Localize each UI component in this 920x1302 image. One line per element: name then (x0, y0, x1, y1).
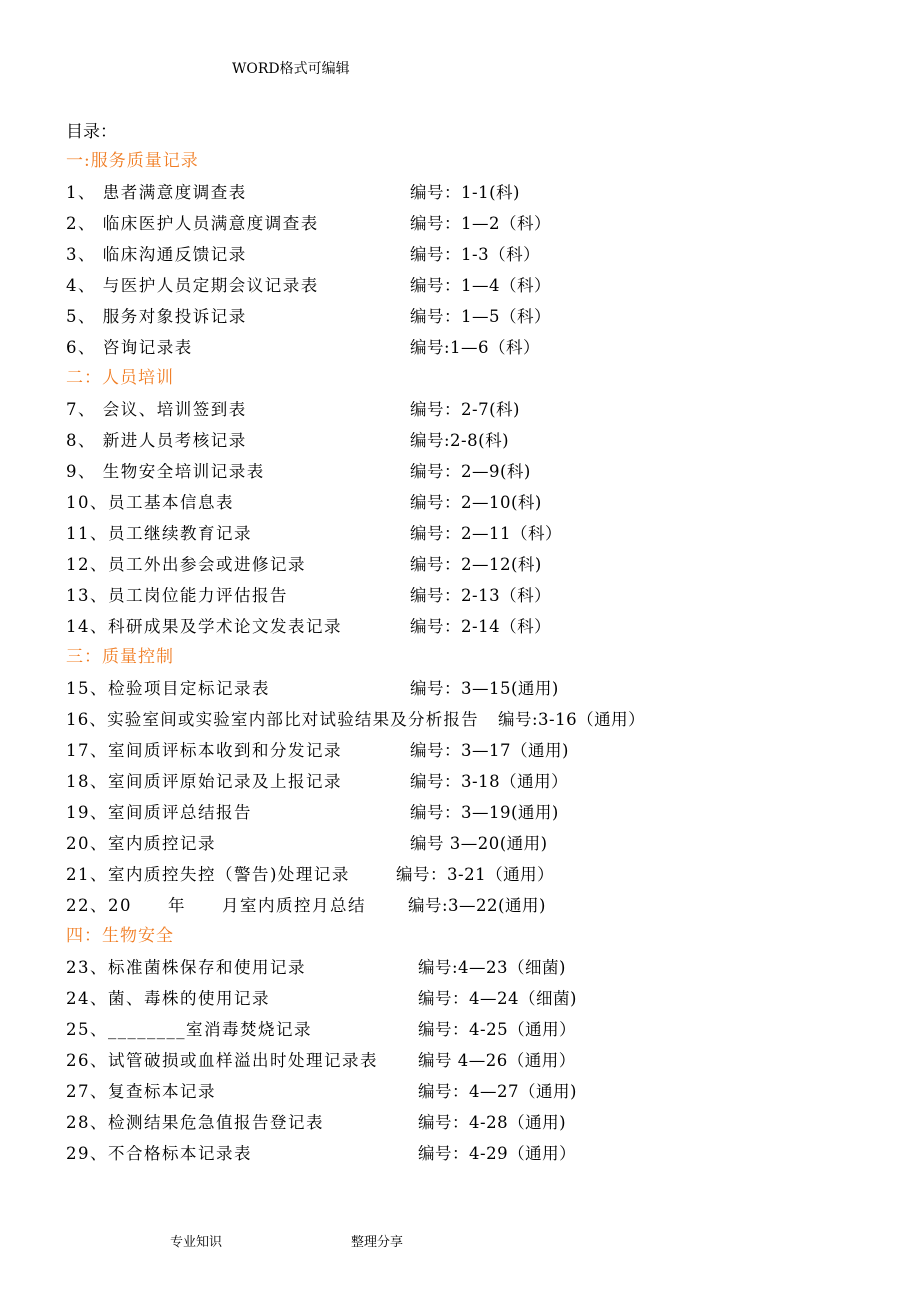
toc-row (66, 239, 886, 270)
toc-item-code: 编号：2-14（科） (410, 617, 552, 636)
toc-item-title: 3、 临床沟通反馈记录 (66, 245, 247, 264)
toc-item-code: 编号：4-25（通用） (418, 1020, 577, 1039)
toc-item-title: 16、实验室间或实验室内部比对试验结果及分析报告 (66, 710, 479, 729)
section-heading-biosafety: 四：生物安全 (66, 926, 174, 946)
toc-item-code: 编号 4—26（通用） (418, 1051, 576, 1070)
toc-item-code: 编号：2—10(科) (410, 493, 542, 512)
toc-row (66, 611, 886, 642)
toc-item-code: 编号：2—9(科) (410, 462, 531, 481)
toc-row (66, 332, 886, 363)
toc-item-title: 22、20 年 月室内质控月总结 (66, 896, 366, 915)
toc-row (66, 487, 886, 518)
toc-item-code: 编号：3—19(通用) (410, 803, 559, 822)
toc-row (66, 890, 886, 921)
toc-item-code: 编号：3-21（通用） (396, 865, 555, 884)
toc-row (66, 208, 886, 239)
toc-row (66, 1138, 886, 1169)
toc-row (66, 1076, 886, 1107)
toc-item-title: 12、员工外出参会或进修记录 (66, 555, 306, 574)
toc-item-title: 26、试管破损或血样溢出时处理记录表 (66, 1051, 378, 1070)
toc-item-code: 编号：3-18（通用） (410, 772, 569, 791)
toc-item-title: 18、室间质评原始记录及上报记录 (66, 772, 342, 791)
toc-row (66, 270, 886, 301)
toc-item-title: 25、________室消毒焚烧记录 (66, 1020, 312, 1039)
toc-item-code: 编号：4—24（细菌) (418, 989, 577, 1008)
toc-row (66, 673, 886, 704)
toc-item-code: 编号:1—6（科） (410, 338, 541, 357)
toc-item-code: 编号:3-16（通用） (498, 710, 646, 729)
toc-item-title: 28、检测结果危急值报告登记表 (66, 1113, 324, 1132)
toc-item-title: 1、 患者满意度调查表 (66, 183, 247, 202)
toc-row (66, 301, 886, 332)
toc-item-title: 17、室间质评标本收到和分发记录 (66, 741, 342, 760)
toc-item-title: 21、室内质控失控（警告)处理记录 (66, 865, 350, 884)
toc-item-code: 编号：1—2（科） (410, 214, 551, 233)
toc-item-title: 24、菌、毒株的使用记录 (66, 989, 270, 1008)
toc-row (66, 580, 886, 611)
toc-item-title: 15、检验项目定标记录表 (66, 679, 270, 698)
toc-item-code: 编号:3—22(通用) (408, 896, 546, 915)
toc-item-title: 27、复查标本记录 (66, 1082, 216, 1101)
section-heading-quality-control: 三：质量控制 (66, 647, 174, 667)
toc-row (66, 1014, 886, 1045)
toc-item-title: 4、 与医护人员定期会议记录表 (66, 276, 319, 295)
toc-item-code: 编号：1-3（科） (410, 245, 541, 264)
toc-row (66, 425, 886, 456)
footer-right-text: 整理分享 (351, 1235, 404, 1250)
toc-item-title: 5、 服务对象投诉记录 (66, 307, 247, 326)
page-header: WORD格式可编辑 (232, 61, 350, 77)
toc-row (66, 952, 886, 983)
toc-item-code: 编号：2—12(科) (410, 555, 542, 574)
toc-row (66, 797, 886, 828)
toc-row (66, 735, 886, 766)
toc-item-title: 6、 咨询记录表 (66, 338, 193, 357)
toc-row (66, 549, 886, 580)
toc-item-code: 编号：3—17（通用) (410, 741, 569, 760)
section-heading-service-quality: 一:服务质量记录 (66, 151, 199, 171)
toc-item-code: 编号：1-1(科) (410, 183, 520, 202)
toc-item-code: 编号：2-13（科） (410, 586, 552, 605)
toc-row (66, 1107, 886, 1138)
toc-item-title: 14、科研成果及学术论文发表记录 (66, 617, 342, 636)
toc-item-title: 7、 会议、培训签到表 (66, 400, 247, 419)
toc-row (66, 766, 886, 797)
toc-item-title: 29、不合格标本记录表 (66, 1144, 252, 1163)
toc-row (66, 394, 886, 425)
toc-item-code: 编号：3—15(通用) (410, 679, 559, 698)
toc-item-code: 编号：4-29（通用） (418, 1144, 577, 1163)
toc-item-code: 编号：4—27（通用) (418, 1082, 577, 1101)
toc-item-title: 9、 生物安全培训记录表 (66, 462, 265, 481)
toc-row (66, 177, 886, 208)
toc-item-code: 编号：1—4（科） (410, 276, 551, 295)
toc-row (66, 1045, 886, 1076)
toc-row (66, 704, 886, 735)
toc-row (66, 983, 886, 1014)
toc-row (66, 456, 886, 487)
toc-item-title: 23、标准菌株保存和使用记录 (66, 958, 306, 977)
toc-item-title: 13、员工岗位能力评估报告 (66, 586, 288, 605)
toc-item-code: 编号：2—11（科） (410, 524, 562, 543)
toc-item-code: 编号：1—5（科） (410, 307, 551, 326)
toc-item-code: 编号:2-8(科) (410, 431, 510, 450)
toc-item-code: 编号 3—20(通用) (410, 834, 548, 853)
footer-left-text: 专业知识 (170, 1235, 223, 1250)
toc-row (66, 828, 886, 859)
toc-item-title: 20、室内质控记录 (66, 834, 216, 853)
toc-item-title: 19、室间质评总结报告 (66, 803, 252, 822)
document-body (66, 118, 886, 1169)
toc-item-title: 10、员工基本信息表 (66, 493, 234, 512)
toc-item-title: 11、员工继续教育记录 (66, 524, 252, 543)
toc-item-title: 8、 新进人员考核记录 (66, 431, 247, 450)
toc-item-code: 编号:4—23（细菌) (418, 958, 566, 977)
toc-title: 目录： (66, 122, 117, 142)
toc-item-title: 2、 临床医护人员满意度调查表 (66, 214, 319, 233)
section-heading-staff-training: 二：人员培训 (66, 368, 174, 388)
toc-item-code: 编号：4-28（通用) (418, 1113, 567, 1132)
toc-item-code: 编号：2-7(科) (410, 400, 520, 419)
toc-row (66, 518, 886, 549)
toc-row (66, 859, 886, 890)
